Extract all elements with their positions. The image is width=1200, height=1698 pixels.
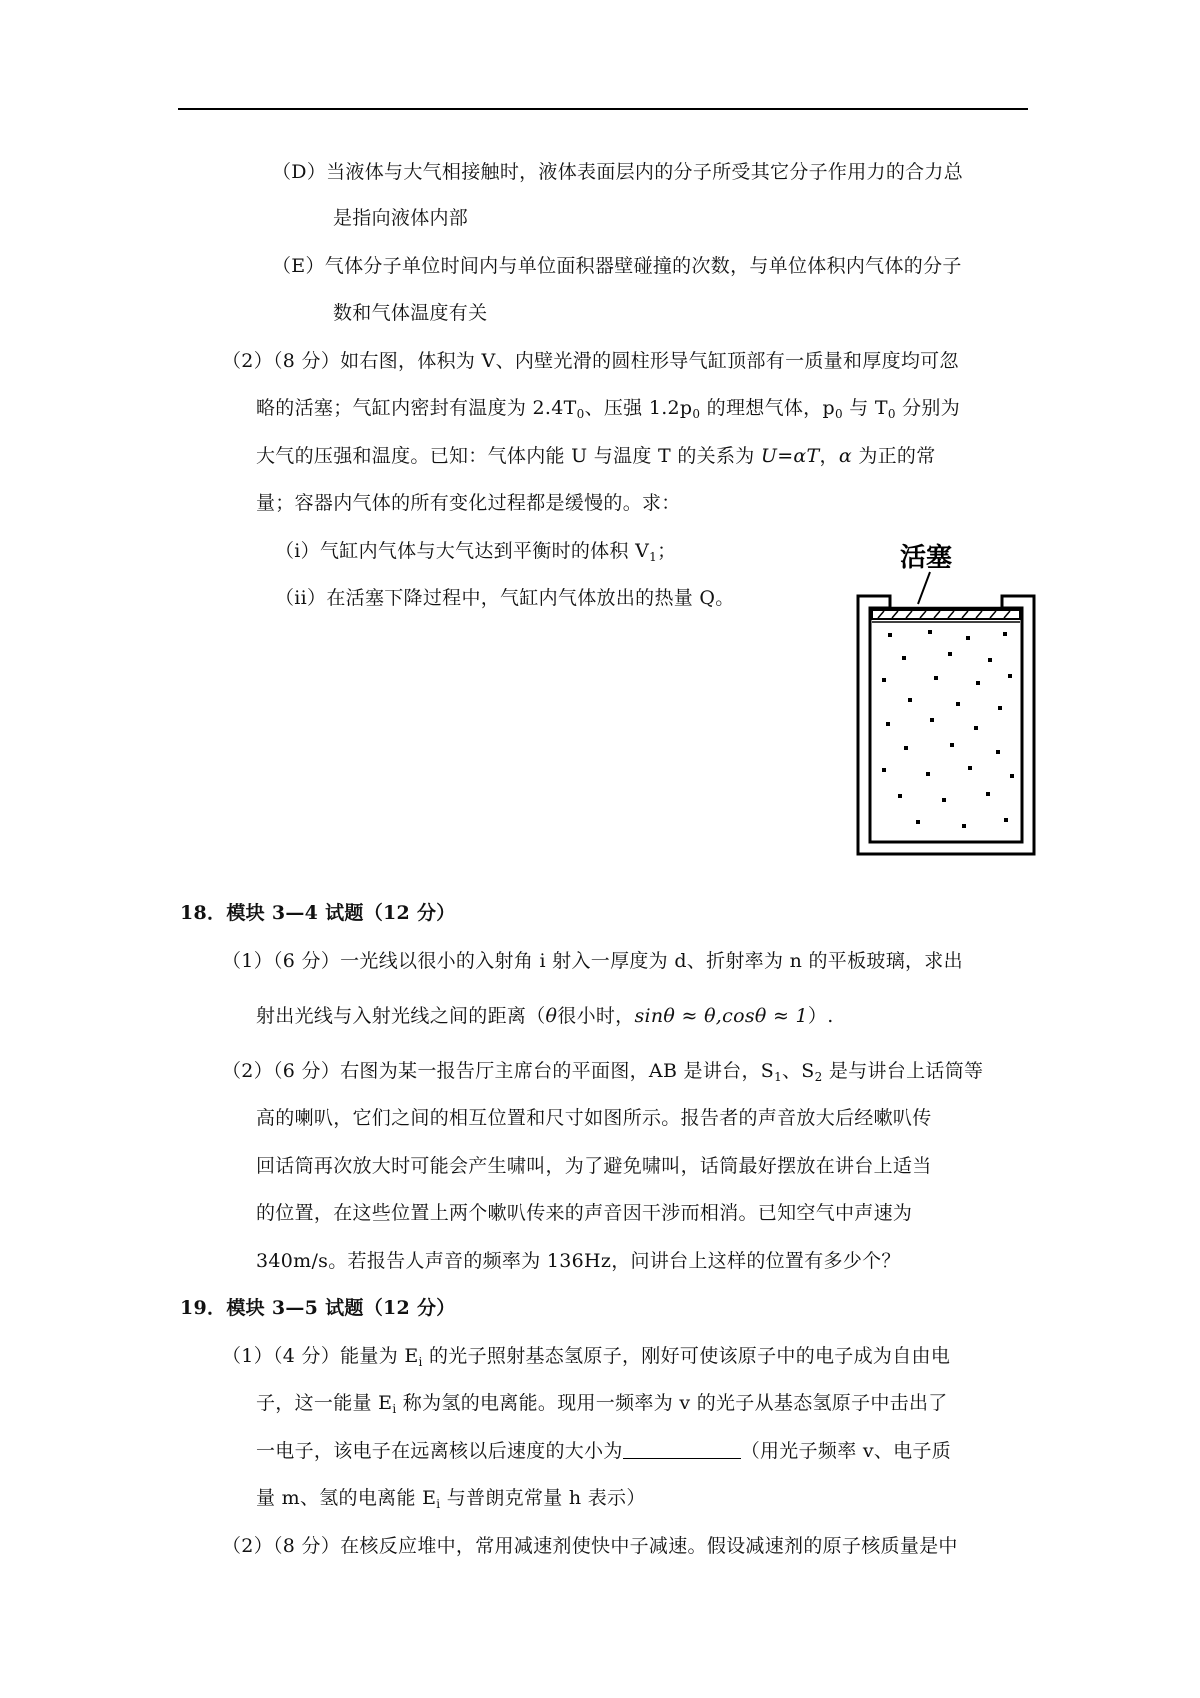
cylinder-outer-wall bbox=[858, 596, 1034, 854]
q19-part1-line2: 子，这一能量 $E_i$ 称为氢的电离能。现用一频率为 v 的光子从基态氢原子中击出了 bbox=[256, 1392, 948, 1416]
option-e-line1: （E）气体分子单位时间内与单位面积器壁碰撞的次数，与单位体积内气体的分子 bbox=[272, 255, 962, 277]
q18-heading: 18．模块 3—4 试题（12 分） bbox=[180, 902, 456, 924]
label-leader-line bbox=[918, 572, 930, 604]
q19-part1-line1: （1）（4 分）能量为 $E_i$ 的光子照射基态氢原子，刚好可使该原子中的电子成为自由电 bbox=[222, 1345, 951, 1369]
q19-heading: 19．模块 3—5 试题（12 分） bbox=[180, 1297, 456, 1319]
q18-part2-line3: 回话筒再次放大时可能会产生啸叫，为了避免啸叫，话筒最好摆放在讲台上适当 bbox=[256, 1155, 932, 1177]
q17-part2-line2: 略的活塞；气缸内密封有温度为 $2.4T_0$、压强 $1.2p_0$ 的理想气体，$p_0$ 与 $T_0$ 分别为 bbox=[256, 397, 961, 421]
q17-part2-line3: 大气的压强和温度。已知：气体内能 U 与温度 T 的关系为 U=αT，α 为正的常 bbox=[256, 445, 936, 467]
gas-cylinder-figure bbox=[838, 538, 1038, 856]
cylinder-inner-wall bbox=[870, 608, 1022, 842]
q18-part2-line2: 高的喇叭，它们之间的相互位置和尺寸如图所示。报告者的声音放大后经嗽叭传 bbox=[256, 1107, 932, 1129]
q19-part1-line3: 一电子，该电子在远离核以后速度的大小为 （用光子频率 v、电子质 bbox=[256, 1440, 952, 1462]
piston-label: 活塞 bbox=[900, 543, 953, 573]
gas-molecules bbox=[882, 630, 1014, 828]
q18-part1-line2: 射出光线与入射光线之间的距离（θ很小时，sinθ ≈ θ,cosθ ≈ 1）. bbox=[256, 1005, 834, 1027]
q18-part2-line1: （2）（6 分）右图为某一报告厅主席台的平面图，AB 是讲台，$S_1$、$S_2$ 是与讲台上话筒等 bbox=[222, 1060, 984, 1084]
q18-part2-line4: 的位置，在这些位置上两个嗽叭传来的声音因干涉而相消。已知空气中声速为 bbox=[256, 1202, 913, 1224]
q18-part1-line1: （1）（6 分）一光线以很小的入射角 i 射入一厚度为 d、折射率为 n 的平板玻璃，求出 bbox=[222, 950, 963, 972]
option-d-line2: 是指向液体内部 bbox=[333, 207, 469, 229]
q17-part2-line4: 量；容器内气体的所有变化过程都是缓慢的。求： bbox=[256, 492, 681, 514]
q18-part2-line5: 340m/s。若报告人声音的频率为 136Hz，问讲台上这样的位置有多少个？ bbox=[256, 1250, 901, 1272]
q19-part1-line4: 量 m、氢的电离能 $E_i$ 与普朗克常量 h 表示） bbox=[256, 1487, 646, 1511]
answer-blank[interactable] bbox=[623, 1440, 741, 1459]
q17-part2-line1: （2）（8 分）如右图，体积为 V、内壁光滑的圆柱形导气缸顶部有一质量和厚度均可忽 bbox=[222, 350, 959, 372]
header-rule bbox=[178, 108, 1028, 110]
q17-sub-ii: （ii）在活塞下降过程中，气缸内气体放出的热量 Q。 bbox=[275, 587, 735, 609]
option-e-line2: 数和气体温度有关 bbox=[333, 302, 488, 324]
option-d-line1: （D）当液体与大气相接触时，液体表面层内的分子所受其它分子作用力的合力总 bbox=[272, 161, 964, 183]
q17-sub-i: （i）气缸内气体与大气达到平衡时的体积 $V_1$； bbox=[275, 540, 677, 564]
q19-part2-line1: （2）（8 分）在核反应堆中，常用减速剂使快中子减速。假设减速剂的原子核质量是中 bbox=[222, 1535, 958, 1557]
